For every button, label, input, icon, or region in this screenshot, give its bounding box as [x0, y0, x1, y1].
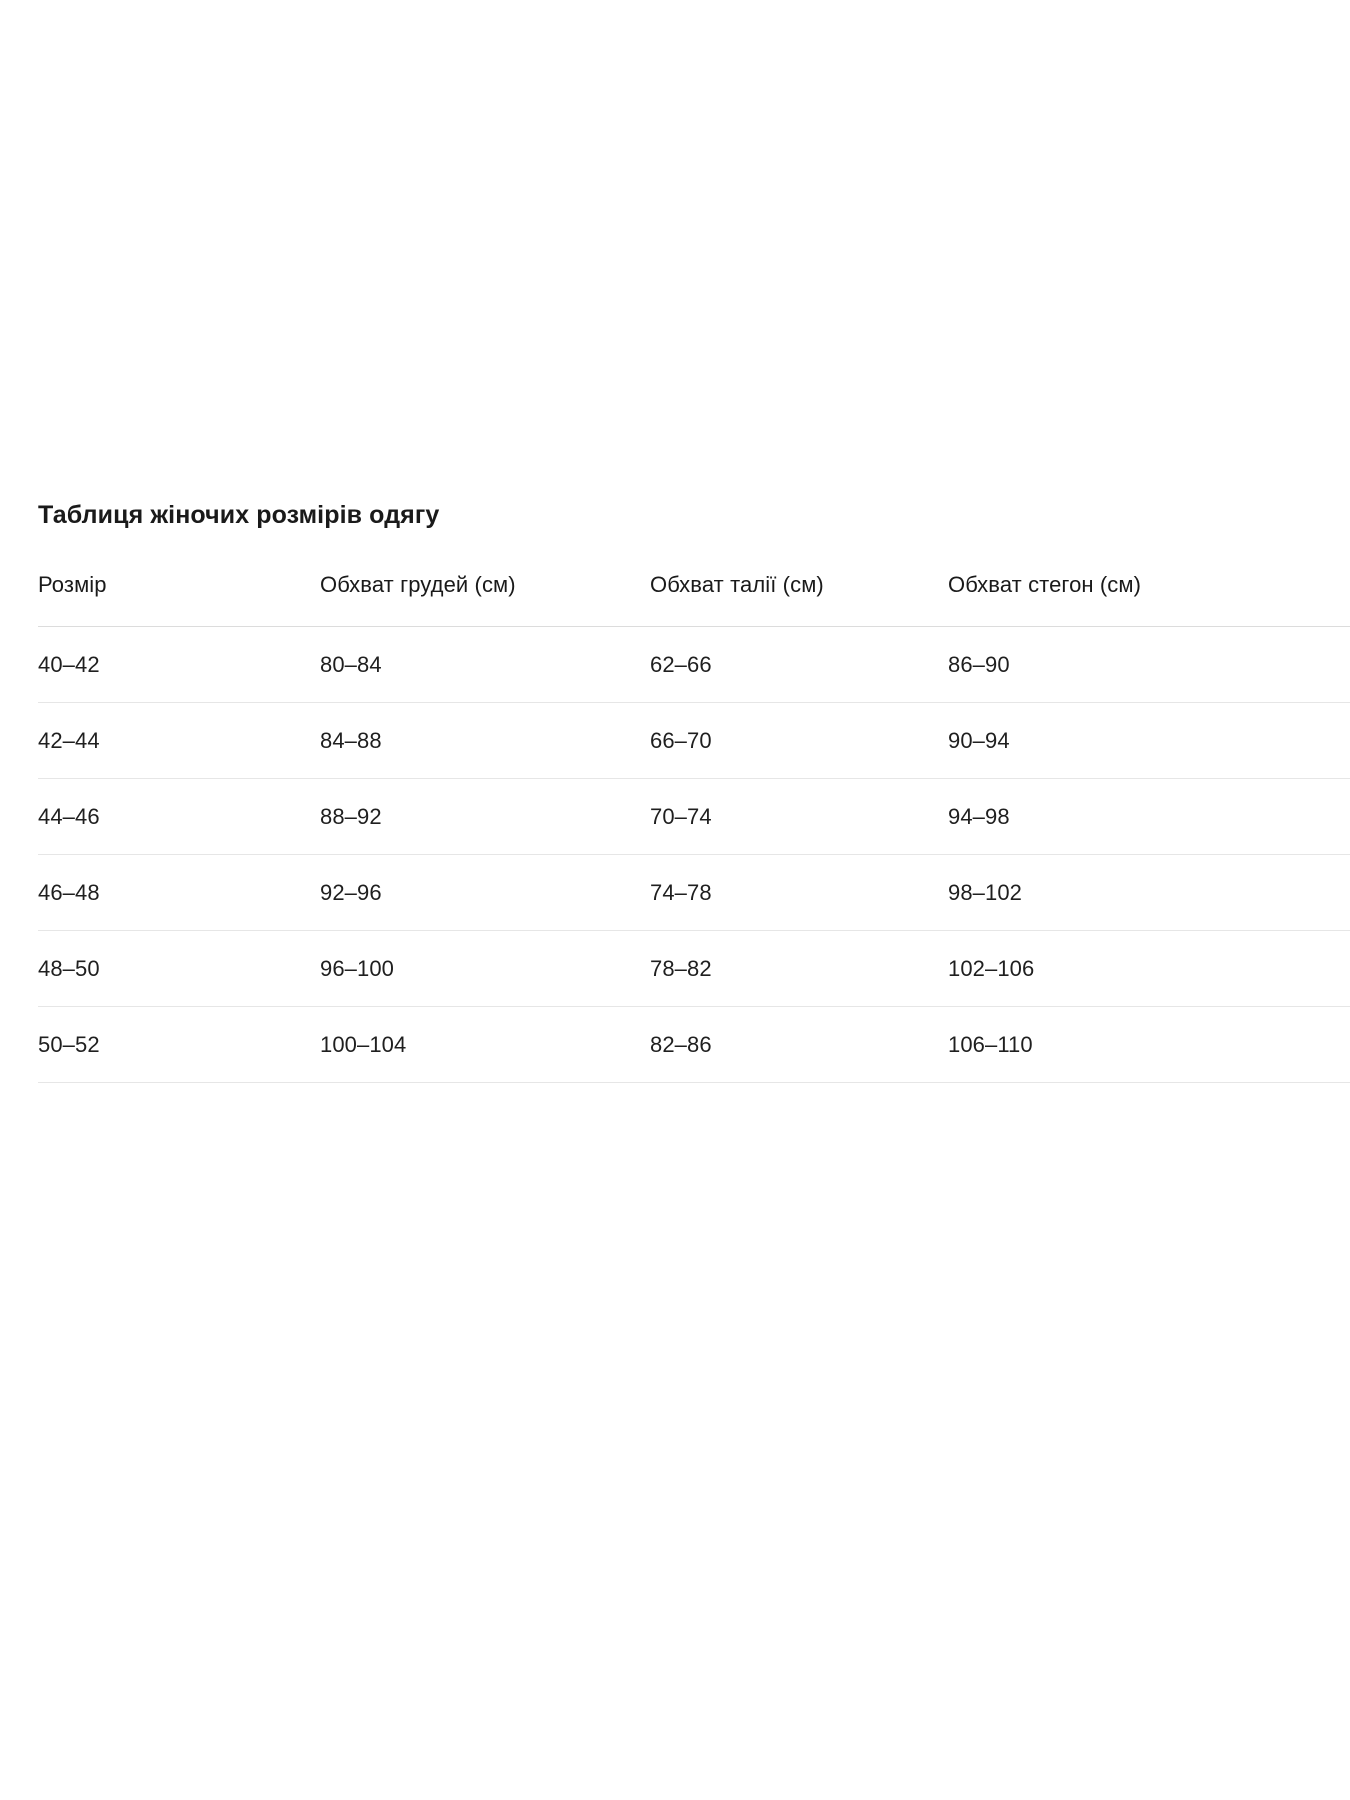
cell-size: 40–42 — [38, 627, 320, 703]
cell-hips: 90–94 — [948, 703, 1350, 779]
cell-bust: 80–84 — [320, 627, 650, 703]
cell-hips: 94–98 — [948, 779, 1350, 855]
cell-hips: 102–106 — [948, 931, 1350, 1007]
size-chart-section — [38, 500, 1350, 1083]
cell-bust: 92–96 — [320, 855, 650, 931]
cell-waist: 78–82 — [650, 931, 948, 1007]
size-chart-table — [38, 572, 1350, 1083]
cell-bust: 84–88 — [320, 703, 650, 779]
column-header-hips: Обхват стегон (см) — [948, 572, 1350, 627]
cell-bust: 88–92 — [320, 779, 650, 855]
table-row — [38, 855, 1350, 931]
table-body — [38, 627, 1350, 1083]
cell-waist: 62–66 — [650, 627, 948, 703]
cell-size: 48–50 — [38, 931, 320, 1007]
cell-size: 50–52 — [38, 1007, 320, 1083]
cell-size: 46–48 — [38, 855, 320, 931]
cell-bust: 96–100 — [320, 931, 650, 1007]
table-row — [38, 627, 1350, 703]
page-title: Таблиця жіночих розмірів одягу — [38, 501, 440, 529]
table-row — [38, 931, 1350, 1007]
column-header-bust: Обхват грудей (см) — [320, 572, 650, 627]
table-row — [38, 703, 1350, 779]
table-row — [38, 1007, 1350, 1083]
table-header — [38, 572, 1350, 627]
cell-hips: 106–110 — [948, 1007, 1350, 1083]
cell-waist: 66–70 — [650, 703, 948, 779]
column-header-waist: Обхват талії (см) — [650, 572, 948, 627]
cell-waist: 70–74 — [650, 779, 948, 855]
cell-bust: 100–104 — [320, 1007, 650, 1083]
table-header-row — [38, 572, 1350, 627]
cell-hips: 86–90 — [948, 627, 1350, 703]
cell-waist: 74–78 — [650, 855, 948, 931]
cell-hips: 98–102 — [948, 855, 1350, 931]
cell-waist: 82–86 — [650, 1007, 948, 1083]
column-header-size: Розмір — [38, 572, 320, 627]
cell-size: 44–46 — [38, 779, 320, 855]
cell-size: 42–44 — [38, 703, 320, 779]
table-row — [38, 779, 1350, 855]
